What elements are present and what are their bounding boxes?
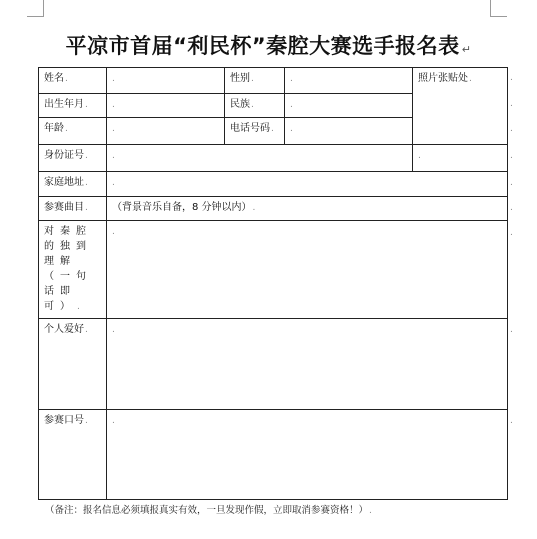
gender-input-cell[interactable]	[285, 68, 413, 94]
hobby-input-cell[interactable]	[107, 319, 508, 410]
title-text: 平凉市首届“利民杯”秦腔大赛选手报名表	[65, 34, 460, 58]
cell-mark: .	[290, 74, 293, 84]
table-row	[39, 145, 508, 172]
ethnicity-input-cell[interactable]	[285, 94, 413, 118]
cell-mark: .	[469, 74, 472, 84]
label-cell-birth	[39, 94, 107, 118]
footnote-text: （备注：报名信息必须填报真实有效，一旦发现作假，立即取消参赛资格！）	[45, 505, 369, 516]
crop-mark-left-vertical	[43, 0, 44, 16]
cell-mark: .	[252, 203, 256, 213]
label-cell-address	[39, 172, 107, 197]
name-label: 姓名	[44, 73, 64, 84]
label-cell-hobby	[39, 319, 107, 410]
piece-hint: （背景音乐自备，8 分钟以内）	[112, 202, 252, 213]
photo-cell[interactable]	[413, 68, 508, 145]
row-end-mark: .	[510, 203, 513, 213]
label-cell-id-number	[39, 145, 107, 172]
table-row	[39, 410, 508, 500]
cell-mark: .	[112, 178, 115, 188]
photo-label: 照片张贴处	[418, 73, 468, 84]
cell-mark: .	[112, 227, 115, 237]
cell-mark: .	[251, 100, 254, 110]
cell-mark: .	[77, 302, 86, 312]
phone-label: 电话号码	[230, 123, 270, 134]
table-row	[39, 197, 508, 221]
hobby-label: 个人爱好	[44, 324, 84, 335]
row-end-mark: .	[510, 99, 513, 109]
understanding-input-cell[interactable]	[107, 221, 508, 319]
paragraph-mark: ↵	[461, 43, 472, 56]
label-cell-name	[39, 68, 107, 94]
cell-mark: .	[112, 151, 115, 161]
cell-mark: .	[85, 178, 88, 188]
row-end-mark: .	[510, 124, 513, 134]
crop-mark-left-horizontal	[27, 16, 44, 17]
table-row	[39, 221, 508, 319]
cell-mark: .	[290, 124, 293, 134]
id-number-input-cell[interactable]	[107, 145, 413, 172]
cell-mark: .	[65, 124, 68, 134]
label-cell-understanding	[39, 221, 107, 319]
table-row	[39, 172, 508, 197]
cell-mark: .	[271, 124, 274, 134]
document-title	[0, 30, 537, 60]
registration-form-table	[38, 67, 508, 500]
table-row	[39, 68, 508, 94]
label-cell-slogan	[39, 410, 107, 500]
understanding-label: 对秦腔的独到理解（一句话即可）	[44, 226, 92, 312]
birth-input-cell[interactable]	[107, 94, 225, 118]
slogan-label: 参赛口号	[44, 415, 84, 426]
row-end-mark: .	[510, 151, 513, 161]
cell-mark: .	[85, 416, 88, 426]
crop-mark-right-vertical	[490, 0, 491, 16]
row-end-mark: .	[510, 73, 513, 83]
cell-mark: .	[85, 203, 88, 213]
cell-mark: .	[112, 416, 115, 426]
phone-input-cell[interactable]	[285, 118, 413, 145]
label-cell-age	[39, 118, 107, 145]
id-number-label: 身份证号	[44, 150, 84, 161]
row-end-mark: .	[510, 178, 513, 188]
row-end-mark: .	[510, 416, 513, 426]
footnote	[45, 502, 372, 516]
cell-mark: .	[112, 124, 115, 134]
row-end-mark: .	[510, 325, 513, 335]
birth-label: 出生年月	[44, 99, 84, 110]
address-input-cell[interactable]	[107, 172, 508, 197]
piece-input-cell[interactable]	[107, 197, 508, 221]
ethnicity-label: 民族	[230, 99, 250, 110]
table-row	[39, 319, 508, 410]
age-input-cell[interactable]	[107, 118, 225, 145]
cell-mark: .	[418, 151, 421, 161]
cell-mark: .	[112, 100, 115, 110]
cell-mark: .	[65, 74, 68, 84]
cell-mark: .	[112, 74, 115, 84]
label-cell-ethnicity	[225, 94, 285, 118]
crop-mark-right-horizontal	[490, 16, 507, 17]
cell-mark: .	[112, 325, 115, 335]
id-number-extra-cell[interactable]	[413, 145, 508, 172]
label-cell-gender	[225, 68, 285, 94]
slogan-input-cell[interactable]	[107, 410, 508, 500]
label-cell-piece	[39, 197, 107, 221]
piece-label: 参赛曲目	[44, 202, 84, 213]
cell-mark: .	[85, 100, 88, 110]
row-end-mark: .	[510, 228, 513, 238]
cell-mark: .	[369, 506, 372, 516]
name-input-cell[interactable]	[107, 68, 225, 94]
age-label: 年龄	[44, 123, 64, 134]
cell-mark: .	[85, 151, 88, 161]
cell-mark: .	[290, 100, 293, 110]
cell-mark: .	[251, 74, 254, 84]
cell-mark: .	[85, 325, 88, 335]
gender-label: 性别	[230, 73, 250, 84]
address-label: 家庭地址	[44, 177, 84, 188]
label-cell-phone	[225, 118, 285, 145]
